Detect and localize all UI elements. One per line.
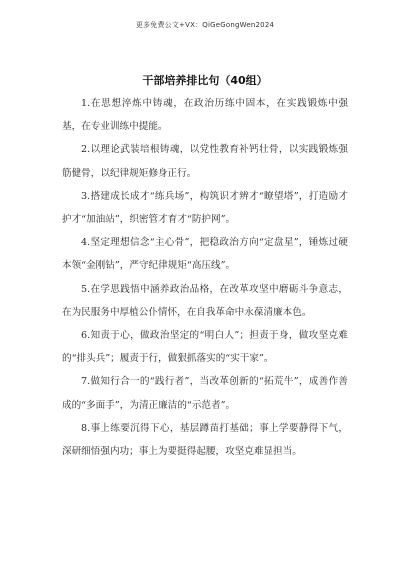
paragraph-8: 8.事上练要沉得下心，基层蹲苗打基础；事上学要静得下气，深研细悟强内功；事上为要挺得起腰，攻坚克难显担当。 [62, 422, 348, 458]
paragraph-4: 4.坚定理想信念“主心骨”，把稳政治方向“定盘星”，锤炼过硬本领“金刚钻”，严守纪律规矩“高压线”。 [62, 237, 348, 272]
document-title: 干部培养排比句（40组） [142, 74, 268, 87]
paragraph-2: 2.以理论武装培根铸魂，以党性教育补钙壮骨，以实践锻炼强筋健骨，以纪律规矩修身正行。 [62, 144, 348, 179]
document-body [62, 92, 348, 463]
paragraph-5: 5.在学思践悟中涵养政治品格，在改革攻坚中磨砺斗争意志，在为民服务中厚植公仆情怀，在自我革命中永葆清廉本色。 [62, 283, 348, 318]
paragraph-6: 6.知责于心，做政治坚定的“明白人”；担责于身，做攻坚克难的“排头兵”；履责于行，做狠抓落实的“实干家”。 [62, 330, 348, 365]
paragraph-1: 1.在思想淬炼中铸魂，在政治历练中固本，在实践锻炼中强基，在专业训练中提能。 [62, 98, 348, 133]
paragraph-7: 7.做知行合一的“践行者”，当改革创新的“拓荒牛”，成善作善成的“多面手”，为清正廉洁的“示范者”。 [62, 376, 348, 411]
header-watermark: 更多免费公文+VX：QiGeGongWen2024 [135, 21, 275, 29]
paragraph-3: 3.搭建成长成才“练兵场”，构筑识才辨才“瞭望塔”，打造励才护才“加油站”，织密管才育才“防护网”。 [62, 190, 348, 226]
